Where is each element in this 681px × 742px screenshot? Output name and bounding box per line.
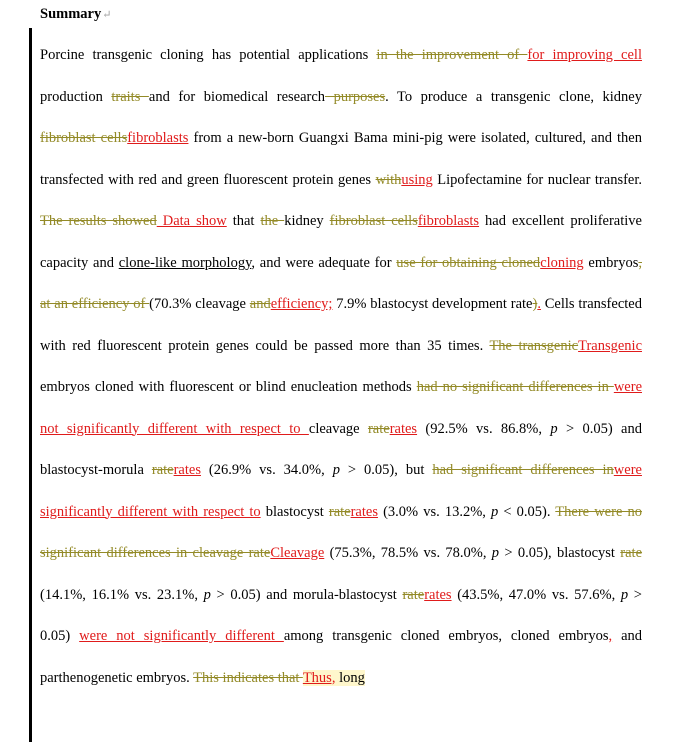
deleted-text: rate [620, 545, 643, 561]
text: > 0.05) [40, 586, 642, 644]
flagged-text: clone-like morphology [118, 254, 252, 271]
text: > 0.05), blastocyst [499, 545, 621, 561]
highlighted-text: long [335, 669, 365, 686]
text: (14.1%, 16.1% vs. 23.1%, [40, 586, 204, 603]
inserted-text: , [608, 628, 613, 644]
inserted-text: were not significantly different [79, 628, 284, 644]
p-symbol: p [550, 420, 558, 437]
deleted-text: There were no significant differences in cleavage rate [40, 503, 642, 561]
deleted-text: ) [532, 296, 538, 312]
p-symbol: p [491, 545, 500, 561]
deleted-text: fibroblast cells [329, 213, 418, 229]
deleted-text: , at an efficiency of [40, 254, 642, 312]
deleted-text: had no significant differences in [416, 379, 614, 395]
p-symbol: p [491, 503, 499, 520]
p-symbol: p [620, 586, 629, 603]
text: among transgenic cloned embryos, cloned embryos [283, 628, 609, 644]
text: blastocyst [260, 503, 329, 520]
text: (70.3% cleavage [149, 296, 250, 312]
deleted-text: the [260, 213, 285, 229]
text: (92.5% vs. 86.8%, [417, 420, 551, 437]
inserted-text: were significantly different with respect to [40, 462, 642, 520]
inserted-text: Transgenic [578, 337, 642, 354]
section-heading [40, 6, 111, 23]
inserted-text: . [537, 296, 541, 312]
text: Porcine transgenic cloning has potential applications [40, 47, 377, 63]
text: (3.0% vs. 13.2%, [377, 503, 491, 520]
inserted-text: rates [173, 462, 201, 478]
text: cleavage [308, 420, 368, 437]
text: Cells transfected with red fluorescent protein genes could be passed more than 35 times. [40, 296, 642, 354]
summary-paragraph [40, 35, 642, 699]
inserted-text: rates [424, 586, 452, 603]
text: and for biomedical research [148, 88, 326, 105]
text: (26.9% vs. 34.0%, [200, 462, 333, 478]
text: > 0.05), but [339, 462, 433, 478]
inserted-text: efficiency; [270, 296, 333, 312]
inserted-text: cloning [540, 254, 584, 271]
deleted-text: The transgenic [489, 337, 579, 354]
inserted-text: using [401, 171, 433, 188]
change-bar [29, 28, 32, 742]
deleted-text: This indicates that [193, 669, 303, 686]
text: < 0.05). [498, 503, 556, 520]
p-symbol: p [203, 586, 211, 603]
text: . To produce a transgenic clone, kidney [385, 88, 642, 105]
deleted-text: in the improvement of [376, 47, 528, 63]
heading-text: Summary [40, 6, 102, 22]
text: > 0.05) and blastocyst-morula [40, 420, 642, 478]
text: embryos [583, 254, 639, 271]
deleted-text: rate [367, 420, 390, 437]
text: 7.9% blastocyst development rate [332, 296, 533, 312]
text: (75.3%, 78.5% vs. 78.0%, [324, 545, 492, 561]
text: that [226, 213, 261, 229]
deleted-text: with [375, 171, 402, 188]
text: > 0.05) and morula-blastocyst [210, 586, 403, 603]
deleted-text: fibroblast cells [40, 130, 128, 146]
deleted-text: traits [111, 88, 149, 105]
deleted-text: purposes [325, 88, 386, 105]
deleted-text: and [249, 296, 271, 312]
deleted-text: The results showed [40, 213, 157, 229]
text: and parthenogenetic embryos. [40, 628, 643, 686]
text: had excellent proliferative capacity and [40, 213, 642, 271]
inserted-text: Cleavage [270, 545, 325, 561]
inserted-text: for improving cell [527, 47, 642, 63]
deleted-text: had significant differences in [432, 462, 614, 478]
text: embryos cloned with fluorescent or blind enucleation methods [40, 379, 417, 395]
inserted-text: were not significantly different with respect to [40, 379, 642, 437]
deleted-text: rate [151, 462, 174, 478]
text: Lipofectamine for nuclear transfer. [432, 171, 642, 188]
paragraph-mark-icon: ↵ [102, 9, 112, 21]
text: production [40, 88, 112, 105]
inserted-text: rates [389, 420, 418, 437]
text: from a new-born Guangxi Bama mini-pig were isolated, cultured, and then transfected with red and green fluorescent protein genes [40, 130, 642, 188]
text: (43.5%, 47.0% vs. 57.6%, [451, 586, 621, 603]
text: kidney [284, 213, 330, 229]
inserted-text: rates [350, 503, 378, 520]
inserted-text: fibroblasts [417, 213, 480, 229]
p-symbol: p [332, 462, 340, 478]
inserted-text-highlighted: Thus, [302, 669, 336, 686]
inserted-text: fibroblasts [127, 130, 189, 146]
deleted-text: rate [328, 503, 351, 520]
text: , and were adequate for [251, 254, 397, 271]
inserted-text: Data show [156, 213, 227, 229]
deleted-text: rate [402, 586, 425, 603]
deleted-text: use for obtaining cloned [396, 254, 541, 271]
